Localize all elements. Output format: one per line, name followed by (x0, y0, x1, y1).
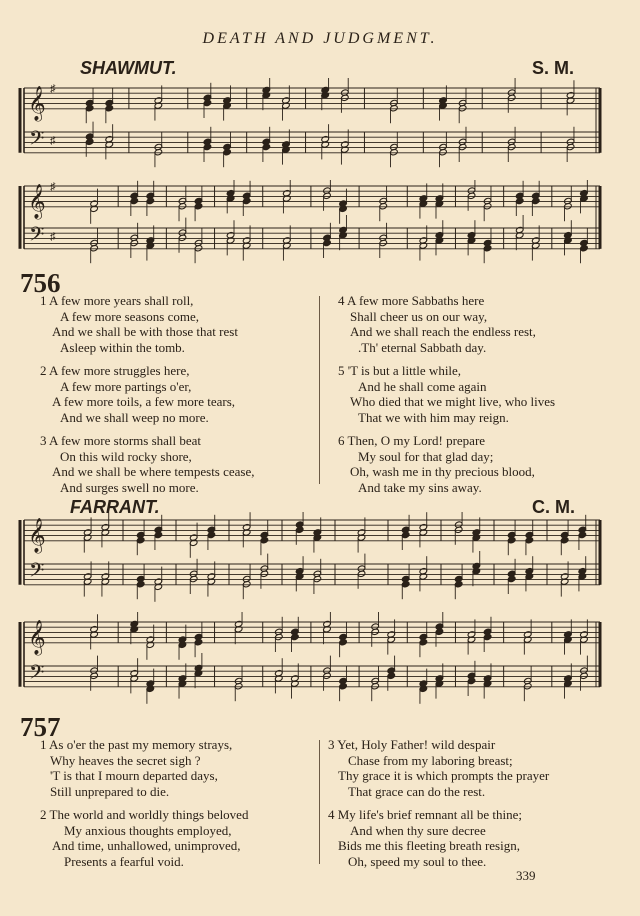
verse-line: And we shall be with those that rest (52, 324, 238, 339)
hymn-756-left-verses (40, 293, 255, 495)
hymn-number-757: 757 (20, 712, 61, 742)
verse-line: 3 A few more storms shall beat (40, 433, 202, 448)
verse-line: My soul for that glad day; (358, 448, 494, 464)
verse-line: 'T is that I mourn departed days, (50, 768, 218, 783)
svg-text:𝄞: 𝄞 (28, 619, 46, 655)
svg-text:♯: ♯ (50, 230, 56, 243)
meter-shawmut: S. M. (532, 58, 575, 78)
verse-line: And time, unhallowed, unimproved, (52, 838, 241, 853)
verse-line: Thy grace it is which prompts the prayer (338, 768, 550, 783)
verse-line: 6 Then, O my Lord! prepare (338, 433, 486, 448)
verse-line: And surges swell no more. (60, 479, 199, 495)
svg-text:𝄢: 𝄢 (29, 558, 45, 587)
verse-line: And take my sins away. (358, 479, 482, 495)
svg-text:𝄞: 𝄞 (28, 183, 46, 219)
svg-text:𝄞: 𝄞 (28, 517, 46, 553)
hymn-756-right-verses (338, 293, 555, 495)
svg-text:𝄞: 𝄞 (28, 85, 46, 121)
verse-line: Bids me this fleeting breath resign, (338, 838, 520, 853)
verse-line: Chase from my laboring breast; (348, 752, 513, 768)
verse-line: 3 Yet, Holy Father! wild despair (328, 737, 496, 752)
column-divider (319, 296, 320, 484)
svg-text:𝄢: 𝄢 (29, 126, 45, 155)
verse-line: Oh, speed my soul to thee. (348, 853, 487, 869)
tune-name-farrant: FARRANT. (70, 497, 160, 517)
verse-line: And we shall reach the endless rest, (350, 324, 536, 339)
music-notation (20, 180, 600, 263)
music-notation (20, 78, 600, 167)
verse-line: Presents a fearful void. (64, 853, 184, 869)
music-system-shawmut-2 (0, 180, 640, 270)
verse-line: 4 My life's brief remnant all be thine; (328, 807, 523, 822)
verse-line: My anxious thoughts employed, (64, 822, 232, 838)
verse-line: On this wild rocky shore, (60, 448, 192, 464)
verse-line: Who died that we might live, who lives (350, 394, 556, 409)
music-system-farrant-1 (0, 512, 640, 607)
verse-line: 1 As o'er the past my memory strays, (40, 737, 233, 752)
verse-line: 2 The world and worldly things beloved (40, 807, 249, 822)
verse-line: And we shall weep no more. (60, 409, 209, 425)
svg-text:♯: ♯ (50, 134, 56, 147)
verse-line: Oh, wash me in thy precious blood, (350, 464, 535, 479)
verse-line: 5 'T is but a little while, (338, 363, 462, 378)
verse-line: That grace can do the rest. (348, 783, 486, 799)
tune-name-shawmut: SHAWMUT. (80, 58, 177, 78)
verse-line: And he shall come again (358, 378, 487, 394)
music-notation (20, 512, 600, 602)
hymn-757-left-verses (40, 737, 248, 869)
verse-line: Asleep within the tomb. (60, 339, 185, 355)
verse-line: A few more partings o'er, (60, 378, 192, 394)
music-notation (20, 612, 600, 704)
verse-line: And when thy sure decree (350, 822, 486, 838)
verse-line: That we with him may reign. (358, 409, 509, 425)
verse-line: .Th' eternal Sabbath day. (358, 339, 487, 355)
svg-text:♯: ♯ (50, 181, 56, 193)
meter-farrant: C. M. (532, 497, 575, 517)
hymn-number-756: 756 (20, 268, 61, 298)
verse-line: 2 A few more struggles here, (40, 363, 190, 378)
page-header: DEATH AND JUDGMENT. (202, 30, 438, 47)
verse-line: Why heaves the secret sigh ? (50, 752, 201, 768)
verse-line: A few more toils, a few more tears, (52, 394, 236, 409)
verse-line: Shall cheer us on our way, (350, 308, 488, 324)
svg-text:𝄢: 𝄢 (29, 222, 45, 251)
svg-text:𝄢: 𝄢 (29, 660, 45, 689)
svg-text:♯: ♯ (50, 83, 56, 95)
page-number: 339 (516, 868, 536, 883)
music-system-shawmut-1 (0, 78, 640, 178)
verse-line: A few more seasons come, (60, 308, 199, 324)
verse-line: Still unprepared to die. (50, 783, 170, 799)
hymn-757-right-verses (328, 737, 549, 869)
verse-line: And we shall be where tempests cease, (52, 464, 255, 479)
music-system-farrant-2 (0, 612, 640, 707)
column-divider (319, 740, 320, 864)
verse-line: 4 A few more Sabbaths here (338, 293, 485, 308)
verse-line: 1 A few more years shall roll, (40, 293, 194, 308)
